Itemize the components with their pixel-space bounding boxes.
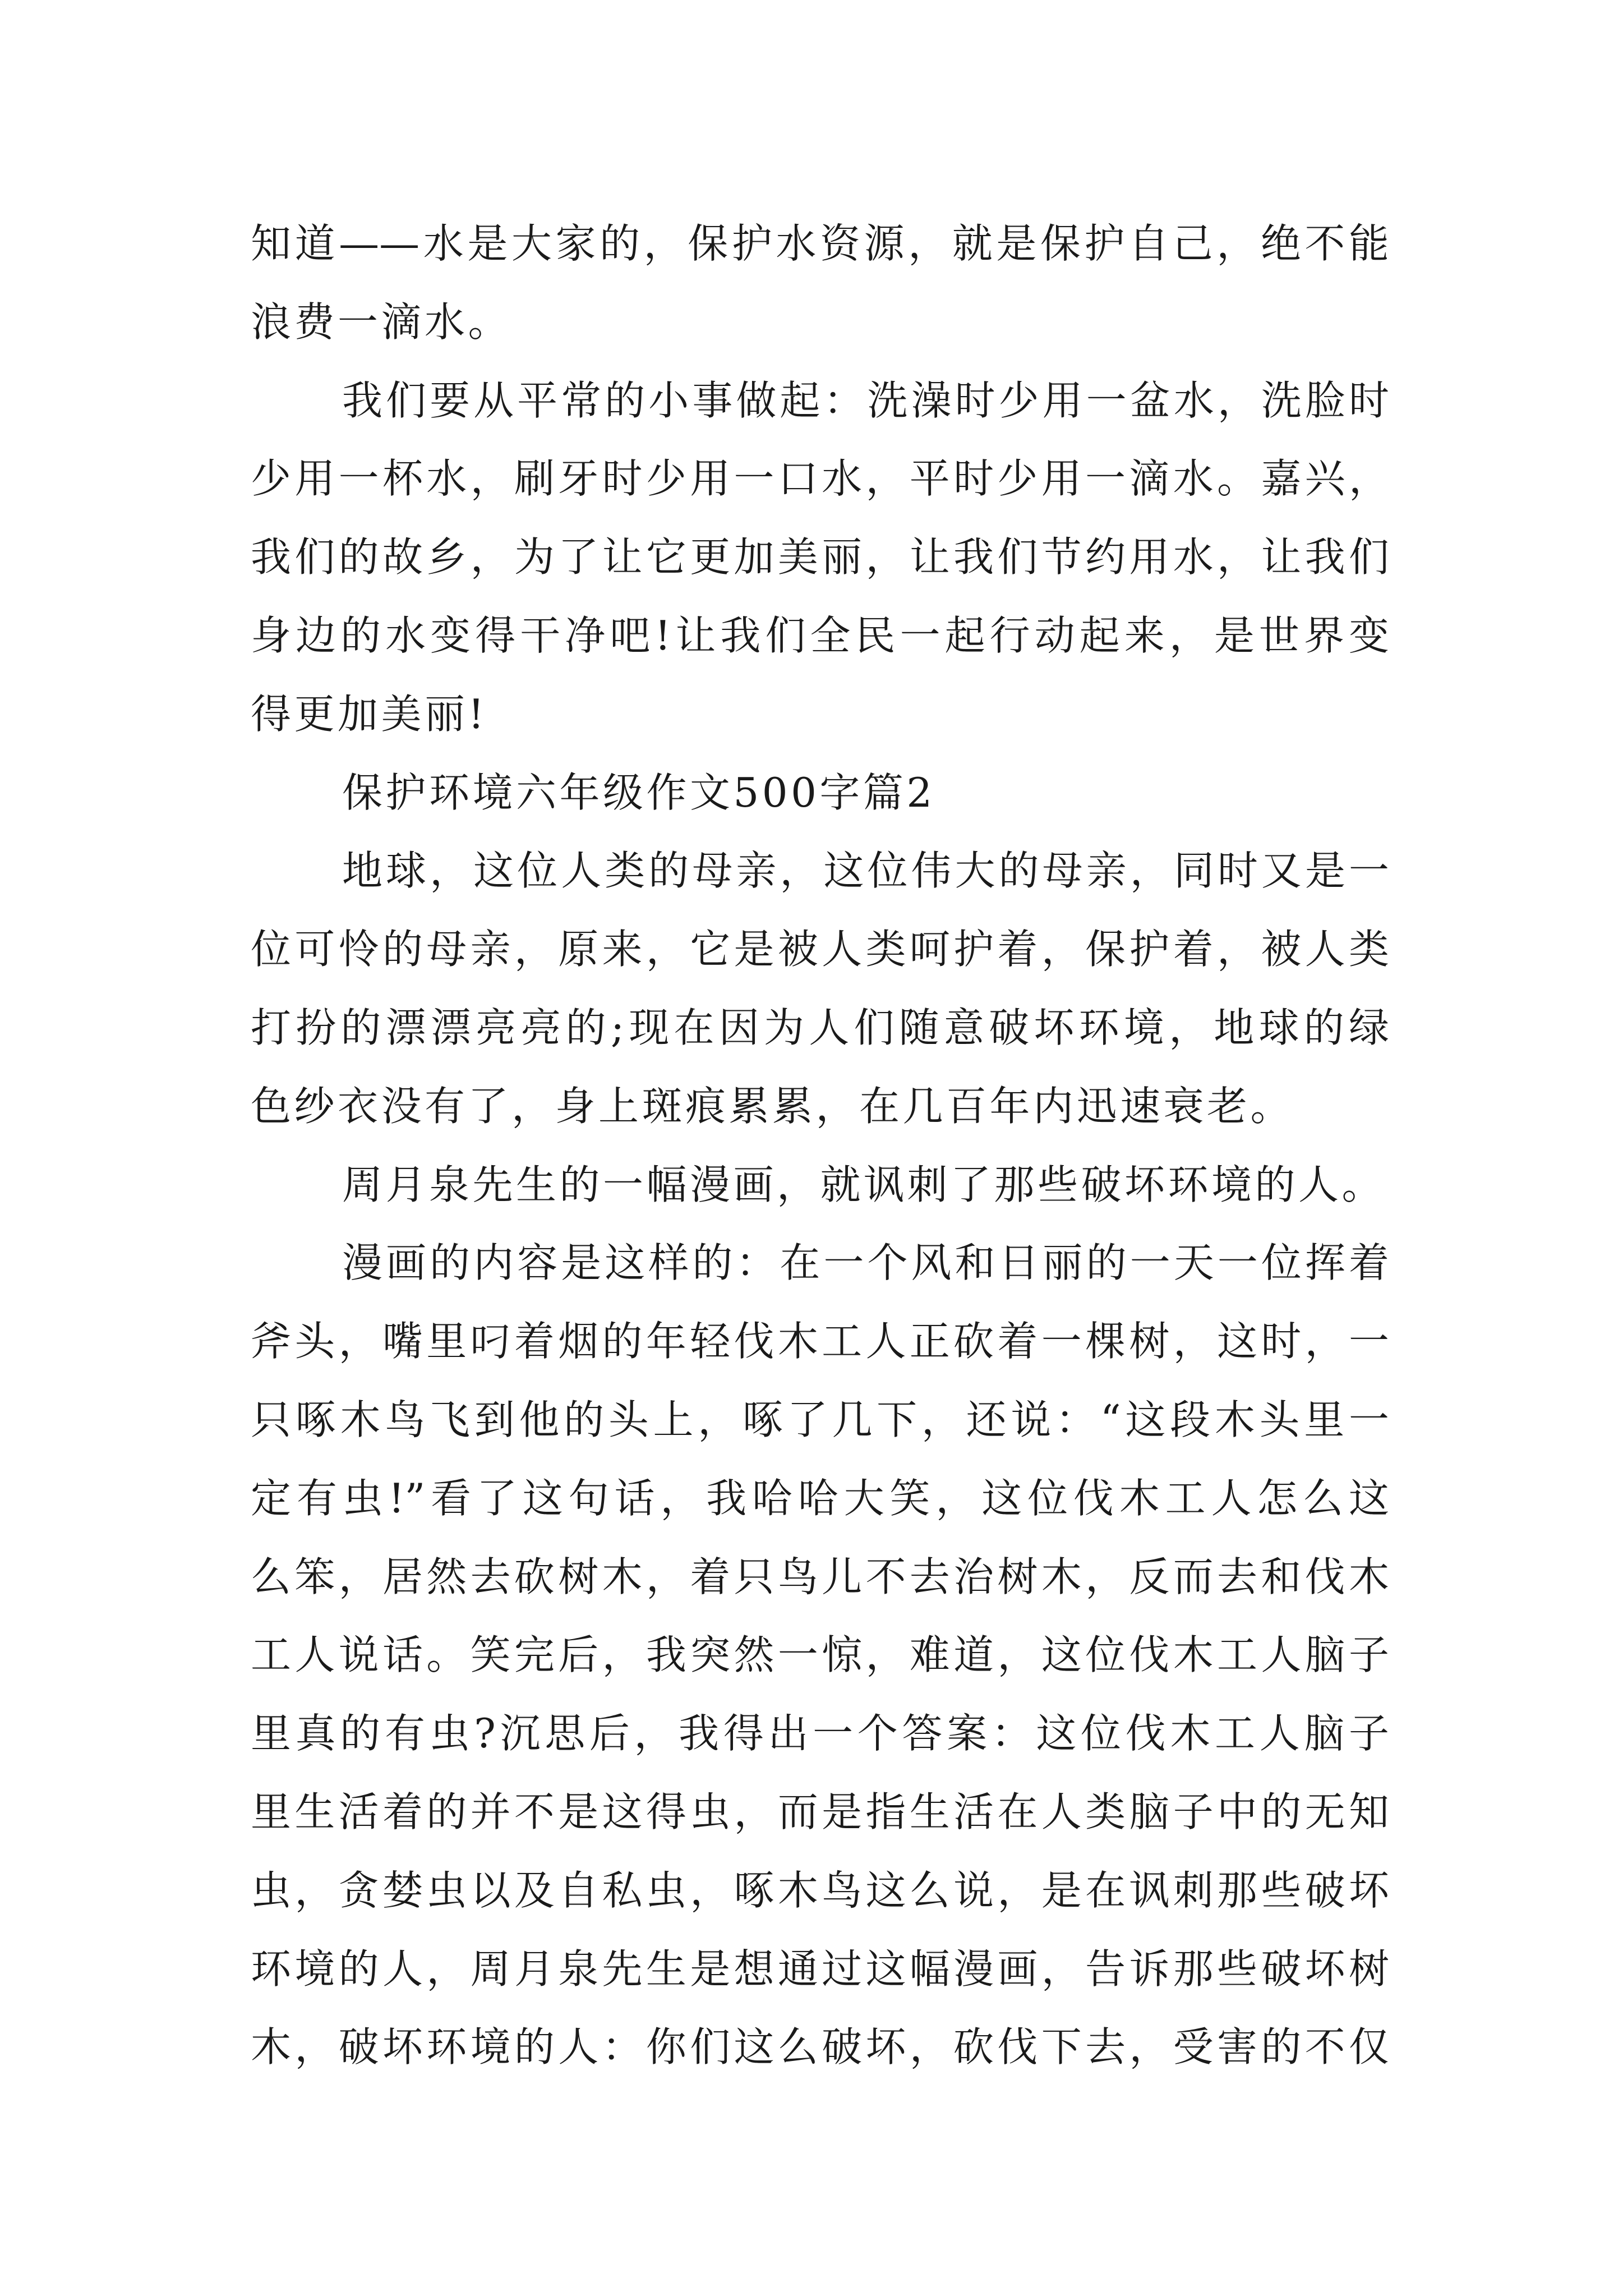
text-line: 斧头，嘴里叼着烟的年轻伐木工人正砍着一棵树，这时，一 (251, 1318, 1389, 1365)
text-line: 知道——水是大家的，保护水资源，就是保护自己，绝不能 (251, 220, 1389, 267)
text-line: 木，破坏环境的人：你们这么破坏，砍伐下去，受害的不仅 (251, 2023, 1389, 2070)
section-heading: 保护环境六年级作文500字篇2 (342, 769, 935, 816)
paragraph-first-line: 地球，这位人类的母亲，这位伟大的母亲，同时又是一 (342, 847, 1389, 894)
text-line: 浪费一滴水。 (251, 298, 512, 346)
text-line: 定有虫!”看了这句话，我哈哈大笑，这位伐木工人怎么这 (251, 1475, 1389, 1522)
text-line: 里生活着的并不是这得虫，而是指生活在人类脑子中的无知 (251, 1788, 1389, 1835)
text-line: 么笨，居然去砍树木，着只鸟儿不去治树木，反而去和伐木 (251, 1553, 1389, 1600)
paragraph-first-line: 我们要从平常的小事做起：洗澡时少用一盆水，洗脸时 (342, 377, 1389, 424)
text-line: 虫，贪婪虫以及自私虫，啄木鸟这么说，是在讽刺那些破坏 (251, 1867, 1389, 1914)
paragraph-first-line: 周月泉先生的一幅漫画，就讽刺了那些破坏环境的人。 (342, 1161, 1386, 1208)
text-line: 我们的故乡，为了让它更加美丽，让我们节约用水，让我们 (251, 533, 1389, 581)
text-line: 打扮的漂漂亮亮的;现在因为人们随意破坏环境，地球的绿 (251, 1004, 1389, 1051)
text-line: 里真的有虫?沉思后，我得出一个答案：这位伐木工人脑子 (251, 1710, 1389, 1757)
text-line: 得更加美丽! (251, 691, 487, 738)
paragraph-first-line: 漫画的内容是这样的：在一个风和日丽的一天一位挥着 (342, 1239, 1389, 1286)
text-line: 只啄木鸟飞到他的头上，啄了几下，还说：“这段木头里一 (251, 1396, 1389, 1443)
text-line: 少用一杯水，刷牙时少用一口水，平时少用一滴水。嘉兴， (251, 455, 1389, 502)
text-line: 位可怜的母亲，原来，它是被人类呵护着，保护着，被人类 (251, 926, 1389, 973)
text-line: 身边的水变得干净吧!让我们全民一起行动起来，是世界变 (251, 612, 1389, 659)
text-line: 工人说话。笑完后，我突然一惊，难道，这位伐木工人脑子 (251, 1631, 1389, 1678)
text-line: 环境的人，周月泉先生是想通过这幅漫画，告诉那些破坏树 (251, 1945, 1389, 1993)
text-line: 色纱衣没有了，身上斑痕累累，在几百年内迅速衰老。 (251, 1083, 1294, 1130)
